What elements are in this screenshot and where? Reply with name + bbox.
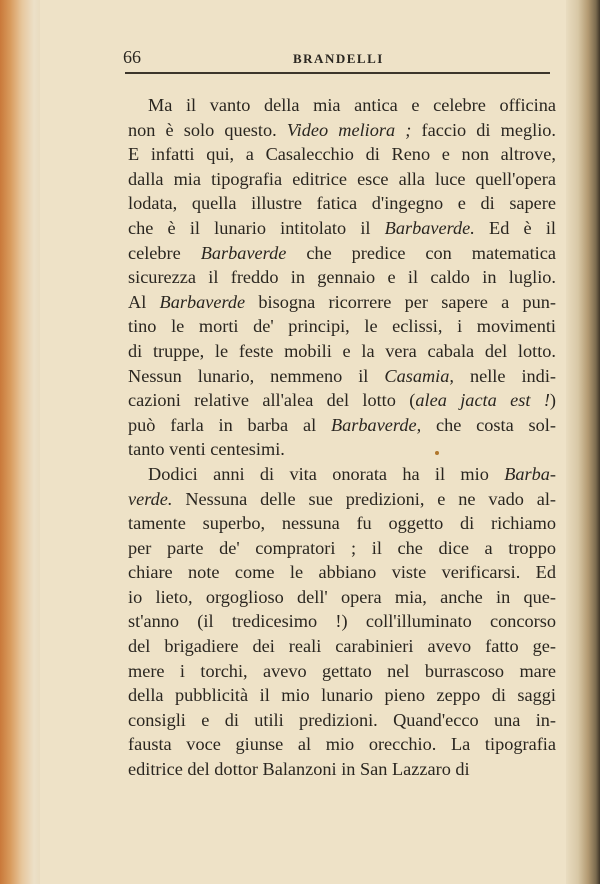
text-line <box>128 413 556 438</box>
italic-phrase: Video meliora ; <box>286 119 412 140</box>
italic-phrase: Barba- <box>504 463 556 484</box>
text-run: che costa sol- <box>421 414 556 435</box>
text-line <box>128 191 556 216</box>
text-line <box>128 241 556 266</box>
text-run: fausta voce giunse al mio orecchio. La tipografia <box>128 734 556 755</box>
italic-phrase: Barbaverde, <box>330 414 422 435</box>
text-line <box>128 118 556 143</box>
text-line <box>128 93 556 118</box>
italic-phrase: verde. <box>128 488 173 509</box>
page-header <box>85 45 550 73</box>
italic-phrase: Casamia, <box>384 365 454 386</box>
text-run: Ed è il <box>474 217 556 238</box>
text-run: Dodici anni di vita onorata ha il mio <box>148 463 505 484</box>
text-line <box>128 265 556 290</box>
text-run: della pubblicità il mio lunario pieno zeppo di saggi <box>128 685 556 706</box>
text-run: mere i torchi, avevo gettato nel burrascoso mare <box>128 660 556 681</box>
text-run: cazioni relative all'alea del lotto ( <box>128 390 416 411</box>
text-run: lodata, quella illustre fatica d'ingegno e di sapere <box>128 193 556 214</box>
text-run: non è solo questo. <box>128 119 287 140</box>
text-line <box>128 634 556 659</box>
text-line <box>128 536 556 561</box>
page-edge-left <box>0 0 40 884</box>
text-line <box>128 462 556 487</box>
text-run: può farla in barba al <box>128 414 331 435</box>
text-line <box>128 487 556 512</box>
italic-phrase: alea jacta est ! <box>415 390 550 411</box>
text-run: dalla mia tipografia editrice esce alla luce quell'opera <box>128 168 556 189</box>
text-line <box>128 732 556 757</box>
text-line <box>128 339 556 364</box>
book-spine-shadow <box>566 0 600 884</box>
text-run: chiare note come le abbiano viste verificarsi. Ed <box>128 562 556 583</box>
text-line <box>128 708 556 733</box>
text-run: tanto venti centesimi. <box>128 439 285 460</box>
text-line <box>128 757 556 782</box>
text-run: sicurezza il freddo in gennaio e il caldo in luglio. <box>128 267 556 288</box>
text-run: E infatti qui, a Casalecchio di Reno e non altrove, <box>128 144 556 165</box>
text-run: nelle indi- <box>453 365 556 386</box>
text-run: io lieto, orgoglioso dell' opera mia, anche in que- <box>128 586 556 607</box>
text-line <box>128 511 556 536</box>
text-line <box>128 167 556 192</box>
text-run: Nessun lunario, nemmeno il <box>128 365 385 386</box>
text-run: consigli e di utili predizioni. Quand'ecco una in- <box>128 709 556 730</box>
text-line <box>128 585 556 610</box>
text-run: che è il lunario intitolato il <box>128 217 385 238</box>
body-text <box>128 93 556 782</box>
text-line <box>128 216 556 241</box>
text-run: di truppe, le feste mobili e la vera cabala del lotto. <box>128 340 556 361</box>
text-run: faccio di meglio. <box>411 119 556 140</box>
text-run: tino le morti de' principi, le eclissi, i movimenti <box>128 316 556 337</box>
text-line <box>128 314 556 339</box>
text-run: tamente superbo, nessuna fu oggetto di richiamo <box>128 513 556 534</box>
running-title: BRANDELLI <box>293 51 384 66</box>
text-line <box>128 364 556 389</box>
text-line <box>128 388 556 413</box>
text-line <box>128 659 556 684</box>
text-run: Al <box>128 291 160 312</box>
text-run: st'anno (il tredicesimo !) coll'illuminato concorso <box>128 611 556 632</box>
text-run: editrice del dottor Balanzoni in San Lazzaro di <box>128 759 470 780</box>
header-rule <box>125 72 550 74</box>
text-run: celebre <box>128 242 201 263</box>
text-run: che predice con matematica <box>286 242 556 263</box>
text-run: del brigadiere dei reali carabinieri avevo fatto ge- <box>128 636 556 657</box>
text-line <box>128 437 556 462</box>
text-line <box>128 683 556 708</box>
italic-phrase: Barbaverde <box>159 291 246 312</box>
text-line <box>128 142 556 167</box>
text-line <box>128 560 556 585</box>
italic-phrase: Barbaverde. <box>384 217 475 238</box>
ink-speck <box>435 451 439 455</box>
text-line <box>128 290 556 315</box>
text-run: bisogna ricorrere per sapere a pun- <box>245 291 557 312</box>
italic-phrase: Barbaverde <box>200 242 287 263</box>
text-run: Nessuna delle sue predizioni, e ne vado al- <box>172 488 556 509</box>
page-number: 66 <box>123 47 141 67</box>
text-run: Ma il vanto della mia antica e celebre officina <box>148 95 556 115</box>
text-run: per parte de' compratori ; il che dice a troppo <box>128 537 556 558</box>
text-line <box>128 609 556 634</box>
text-run: ) <box>549 390 556 411</box>
